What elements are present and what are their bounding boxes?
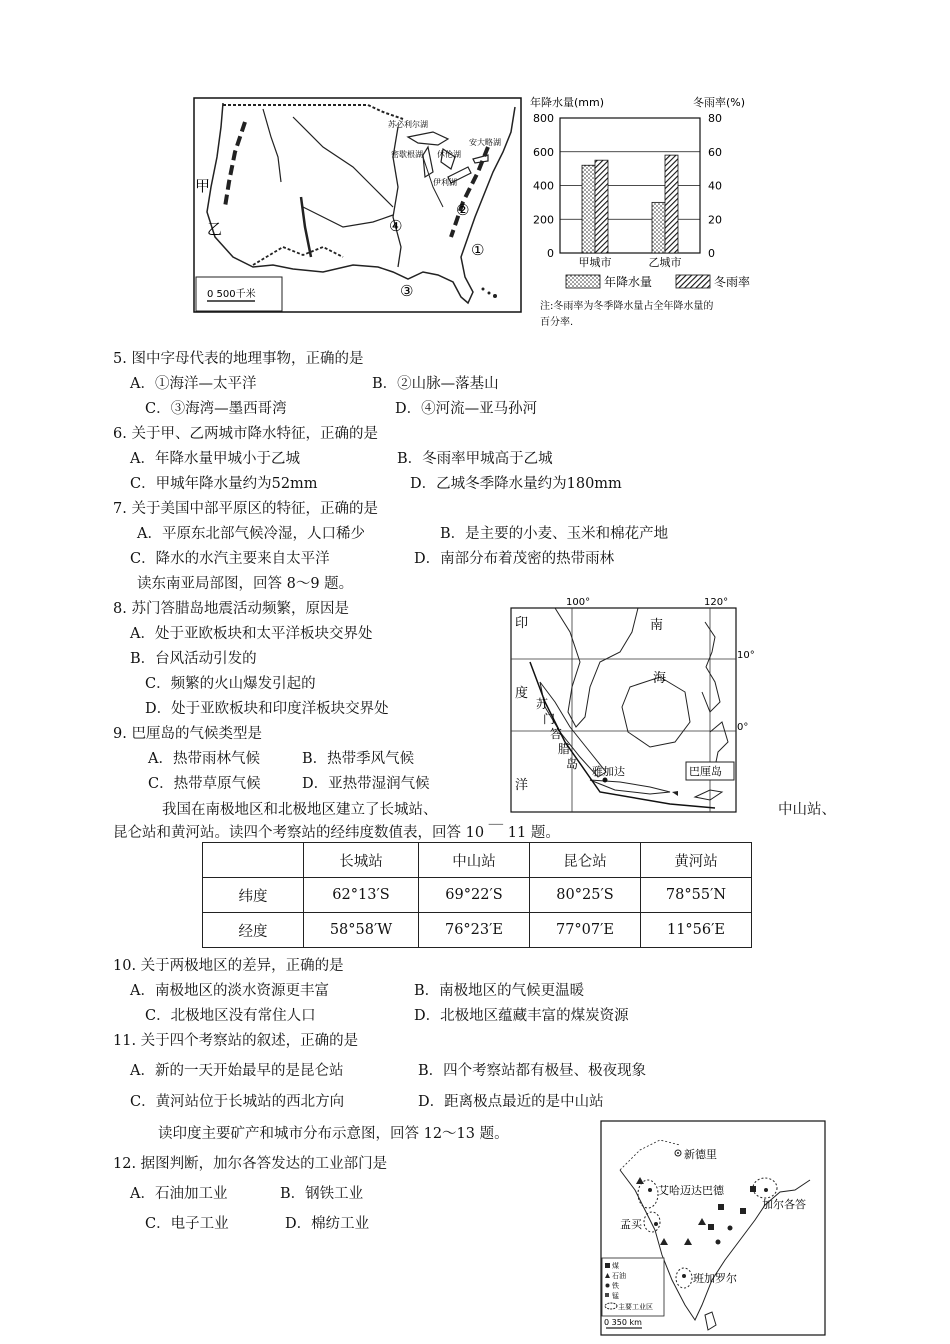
legend-label-winter: 冬雨率 [714, 275, 751, 289]
intro-q8-9: 读东南亚局部图，回答 8～9 题。 [137, 576, 354, 592]
legend-industrial-zone: 主要工业区 [618, 1303, 653, 1311]
legend-swatch-precip [566, 275, 600, 288]
q9-option-a[interactable]: A．热带雨林气候 [148, 751, 260, 767]
q12-option-d[interactable]: D．棉纺工业 [285, 1216, 370, 1232]
q8-stem: 8. 苏门答腊岛地震活动频繁，原因是 [113, 601, 349, 617]
q11-option-c[interactable]: C．黄河站位于长城站的西北方向 [130, 1094, 345, 1110]
chart-note-line1: 注:冬雨率为冬季降水量占全年降水量的 [540, 301, 714, 312]
city-kolkata: 加尔各答 [762, 1198, 806, 1211]
table-header-cell: 昆仑站 [530, 843, 641, 878]
q7-option-c[interactable]: C．降水的水汽主要来自太平洋 [130, 551, 330, 567]
city-mumbai: 孟买 [620, 1218, 642, 1231]
right-tick-label: 20 [708, 213, 722, 227]
bar-winter-rain-rate [595, 160, 608, 253]
q10-option-d[interactable]: D．北极地区蕴藏丰富的煤炭资源 [414, 1008, 629, 1024]
category-label: 乙城市 [648, 256, 682, 269]
us-map-scale: 0 500千米 [207, 289, 256, 300]
q8-option-d[interactable]: D．处于亚欧板块和印度洋板块交界处 [145, 701, 389, 717]
q5-option-b[interactable]: B．②山脉—落基山 [372, 376, 499, 392]
q5-option-d[interactable]: D．④河流—亚马孙河 [395, 401, 538, 417]
india-map [600, 1120, 828, 1338]
label-superior: 苏必利尔湖 [388, 120, 428, 129]
label-c1: ① [471, 241, 485, 259]
table-cell: 77°07′E [530, 913, 641, 948]
q7-stem: 7. 关于美国中部平原区的特征，正确的是 [113, 501, 378, 517]
q5-option-c[interactable]: C．③海湾—墨西哥湾 [145, 401, 287, 417]
table-header-cell: 黄河站 [641, 843, 752, 878]
left-tick-label: 600 [533, 145, 554, 159]
india-scale: 0 350 km [604, 1318, 642, 1327]
left-tick-label: 800 [533, 112, 554, 125]
southeast-asia-map [510, 592, 760, 814]
sumatra-dao: 岛 [566, 757, 579, 771]
label-ontario: 安大略湖 [469, 138, 501, 147]
legend-label-precip: 年降水量 [604, 275, 653, 289]
right-tick-label: 0 [708, 247, 715, 260]
q10-option-c[interactable]: C．北极地区没有常住人口 [145, 1008, 316, 1024]
intro-q12-13: 读印度主要矿产和城市分布示意图，回答 12～13 题。 [158, 1126, 509, 1142]
table-cell: 69°22′S [419, 878, 530, 913]
sumatra-la: 腊 [558, 742, 571, 756]
label-huron: 休伦湖 [437, 150, 461, 159]
q10-option-a[interactable]: A．南极地区的淡水资源更丰富 [130, 983, 329, 999]
q6-stem: 6. 关于甲、乙两城市降水特征，正确的是 [113, 426, 378, 442]
q5-stem: 5. 图中字母代表的地理事物，正确的是 [113, 351, 364, 367]
right-tick-label: 80 [708, 112, 722, 125]
table-header-cell [203, 843, 304, 878]
right-tick-label: 60 [708, 145, 722, 159]
q12-option-b[interactable]: B．钢铁工业 [280, 1186, 364, 1202]
left-tick-label: 400 [533, 179, 554, 193]
table-cell: 76°23′E [419, 913, 530, 948]
q6-option-d[interactable]: D．乙城冬季降水量约为180mm [410, 476, 622, 492]
q11-stem: 11. 关于四个考察站的叙述，正确的是 [113, 1033, 359, 1049]
label-jia: 甲 [195, 177, 211, 195]
q6-option-c[interactable]: C．甲城年降水量约为52mm [130, 476, 318, 492]
table-cell: 80°25′S [530, 878, 641, 913]
category-label: 甲城市 [578, 256, 612, 269]
sea-label-nan: 南 [650, 618, 664, 633]
q8-option-c[interactable]: C．频繁的火山爆发引起的 [145, 676, 316, 692]
label-michigan: 密歇根湖 [391, 150, 423, 159]
chart-ylabel-right: 冬雨率(%) [693, 96, 746, 109]
q11-option-b[interactable]: B．四个考察站都有极昼、极夜现象 [418, 1063, 647, 1079]
bali-label: 巴厘岛 [689, 765, 722, 778]
q7-option-d[interactable]: D．南部分布着茂密的热带雨林 [414, 551, 615, 567]
q8-option-b[interactable]: B．台风活动引发的 [130, 651, 257, 667]
table-cell: 62°13′S [304, 878, 419, 913]
q12-stem: 12. 据图判断，加尔各答发达的工业部门是 [113, 1156, 388, 1172]
intro-q10-11-a: 我国在南极地区和北极地区建立了长城站、 [162, 802, 438, 818]
q8-option-a[interactable]: A．处于亚欧板块和太平洋板块交界处 [130, 626, 373, 642]
q11-option-a[interactable]: A．新的一天开始最早的是昆仑站 [130, 1063, 344, 1079]
legend-coal: 煤 [612, 1262, 619, 1270]
lon-100: 100° [566, 597, 591, 608]
q5-option-a[interactable]: A．①海洋—太平洋 [130, 376, 257, 392]
intro-q10-11-b: 中山站、 [778, 802, 836, 818]
q12-option-a[interactable]: A．石油加工业 [130, 1186, 228, 1202]
q10-stem: 10. 关于两极地区的差异，正确的是 [113, 958, 344, 974]
jakarta-label: 雅加达 [592, 765, 625, 778]
city-ahmedabad: 艾哈迈达巴德 [658, 1184, 724, 1197]
q6-option-a[interactable]: A．年降水量甲城小于乙城 [130, 451, 300, 467]
label-c3: ③ [400, 282, 414, 300]
q9-option-c[interactable]: C．热带草原气候 [148, 776, 261, 792]
table-cell: 纬度 [203, 878, 304, 913]
intro-q10-11-c: 昆仑站和黄河站。读四个考察站的经纬度数值表，回答 10 ￣ 11 题。 [113, 825, 560, 841]
table-row [203, 913, 752, 948]
lon-120: 120° [704, 597, 729, 608]
sumatra-da: 答 [550, 727, 563, 741]
label-c4: ④ [389, 217, 403, 235]
q7-option-a[interactable]: A．平原东北部气候冷湿，人口稀少 [137, 526, 365, 542]
right-tick-label: 40 [708, 179, 722, 193]
left-tick-label: 200 [533, 213, 554, 227]
q11-option-d[interactable]: D．距离极点最近的是中山站 [418, 1094, 604, 1110]
q12-option-c[interactable]: C．电子工业 [145, 1216, 229, 1232]
sumatra-men: 门 [543, 712, 556, 726]
city-newdelhi: 新德里 [684, 1148, 717, 1161]
table-cell: 经度 [203, 913, 304, 948]
city-bangalore: 班加罗尔 [693, 1272, 737, 1285]
table-cell: 11°56′E [641, 913, 752, 948]
legend-swatch-winter [676, 275, 710, 288]
sea-label-yang: 洋 [515, 778, 529, 793]
bar-annual-precip [652, 202, 665, 253]
left-tick-label: 0 [547, 247, 554, 260]
table-header-cell: 长城站 [304, 843, 419, 878]
q10-option-b[interactable]: B．南极地区的气候更温暖 [414, 983, 585, 999]
label-c2: ② [456, 201, 470, 219]
sea-label-du: 度 [515, 686, 529, 701]
lat-0: 0° [737, 722, 749, 733]
station-table [202, 842, 752, 948]
table-cell: 78°55′N [641, 878, 752, 913]
q9-option-b[interactable]: B．热带季风气候 [302, 751, 415, 767]
bar-winter-rain-rate [665, 155, 678, 253]
us-map [193, 97, 523, 315]
precip-chart [528, 93, 768, 333]
chart-note-line2: 百分率. [540, 317, 574, 328]
table-cell: 58°58′W [304, 913, 419, 948]
sea-label-yin: 印 [515, 616, 529, 631]
legend-iron: 铁 [612, 1282, 619, 1290]
q9-option-d[interactable]: D．亚热带湿润气候 [302, 776, 430, 792]
legend-manganese: 锰 [612, 1292, 619, 1300]
label-yi: 乙 [207, 220, 223, 238]
legend-oil: 石油 [612, 1272, 626, 1280]
table-header-row [203, 843, 752, 878]
table-header-cell: 中山站 [419, 843, 530, 878]
q9-stem: 9. 巴厘岛的气候类型是 [113, 726, 262, 742]
table-row [203, 878, 752, 913]
bar-annual-precip [582, 165, 595, 253]
q6-option-b[interactable]: B．冬雨率甲城高于乙城 [397, 451, 553, 467]
lat-10: 10° [737, 650, 755, 661]
sumatra-su: 苏 [536, 697, 549, 711]
chart-ylabel-left: 年降水量(mm) [530, 96, 605, 109]
sea-label-hai: 海 [653, 671, 667, 686]
q7-option-b[interactable]: B．是主要的小麦、玉米和棉花产地 [440, 526, 669, 542]
label-erie: 伊利湖 [433, 178, 457, 187]
